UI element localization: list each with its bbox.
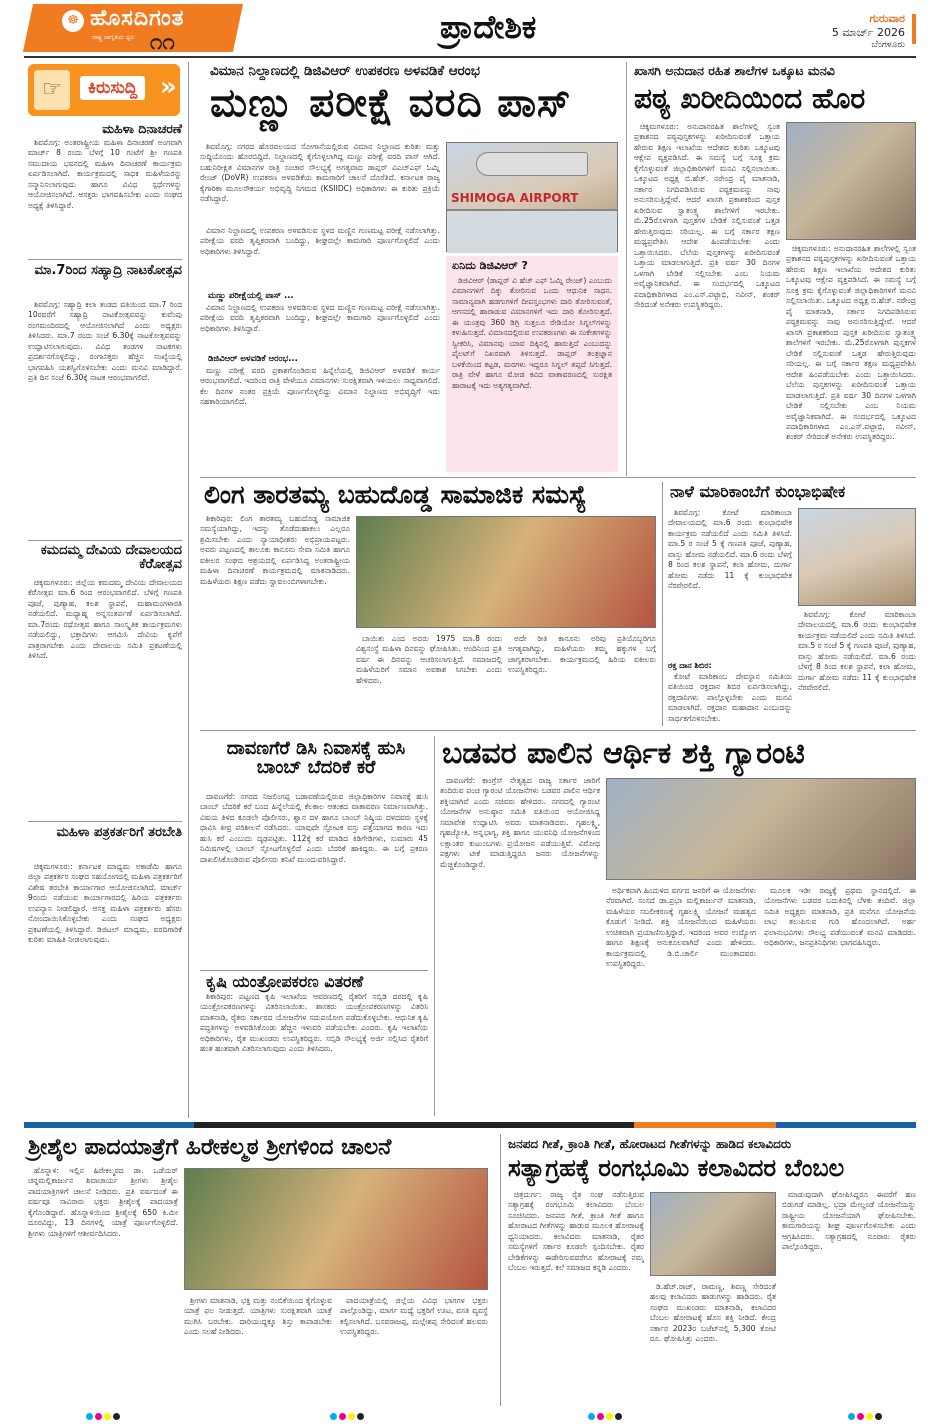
a7-para-3: ಮೂಲಕ ಇಡೀ ರಾಜ್ಯಕ್ಕೆ ಪ್ರಥಮ ಸ್ಥಾನದಲ್ಲಿದೆ. ಈ ಯೋಜನೆಗಳು ಬಡವರ ಬದುಕಿನಲ್ಲಿ ಬೆಳಕು ತಂದಿವೆ. ಜಿಲ್ಲಾ ಸಮಿತಿ ಅಧ್ಯಕ್ಷರು ಮಾತನಾಡಿ, ಪ್ರತಿ ಮನೆಗೂ ಯೋಜನೆಯ ಲಾಭ ತಲುಪಿಸುವ ಗುರಿ ಹೊಂದಲಾಗಿದೆ. ಅರ್ಹ ಫಲಾನುಭವಿಗಳು ಸೌಲಭ್ಯ ಪಡೆಯುವಂತೆ ಮನವಿ ಮಾಡಿದರು. ಅಧಿಕಾರಿಗಳು, ಜನಪ್ರತಿನಿಧಿಗಳು ಭಾಗವಹಿಸಿದ್ದರು. [764,886,916,948]
a5-headline: ದಾವಣಗೆರೆ ಡಿಸಿ ನಿವಾಸಕ್ಕೆ ಹುಸಿ ಬಾಂಬ್ ಬೆದರಿಕೆ ಕರೆ [226,738,406,778]
divider [28,259,182,260]
a4-text-2 [798,610,916,724]
a4-headline: ನಾಳೆ ಮಾರಿಕಾಂಬೆಗೆ ಕುಂಭಾಭಿಷೇಕ [670,482,846,501]
a6-headline: ಕೃಷಿ ಯಂತ್ರೋಪಕರಣ ವಿತರಣೆ [206,972,364,991]
box-para: ಡಿಜಿವಿಆರ್ (ಡಾಪ್ಲರ್ ವಿ ಹೆಚ್ ಎಫ್ ಓಮ್ನಿ ರೇಂಜ್) ಎಂಬುದು ವಿಮಾನಗಳಿಗೆ ದಿಕ್ಕು ತೋರಿಸುವ ಒಂದು ಆಧುನಿಕ ಸಾಧನ. ಸಾಮಾನ್ಯವಾಗಿ ಹಡಗುಗಳಿಗೆ ದೀಪಸ್ತಂಭಗಳು ದಾರಿ ತೋರಿಸುವಂತೆ, ಆಗಸದಲ್ಲಿ ಹಾರಾಡುವ ವಿಮಾನಗಳಿಗೆ ಇದು ದಾರಿ ತೋರಿಸುತ್ತದೆ. ಈ ಯಂತ್ರವು 360 ಡಿಗ್ರಿ ಸುತ್ತಲೂ ರೇಡಿಯೋ ಸಿಗ್ನಲ್‌ಗಳನ್ನು ಕಳುಹಿಸುತ್ತದೆ. ವಿಮಾನದಲ್ಲಿರುವ ಉಪಕರಣಗಳು ಈ ಸಂಕೇತಗಳನ್ನು ಸ್ವೀಕರಿಸಿ, ವಿಮಾನವು ಯಾವ ದಿಕ್ಕಿನಲ್ಲಿ ಹಾರುತ್ತಿದೆ ಎಂಬುದನ್ನು ಪೈಲಟ್‌ಗೆ ನಿಖರವಾಗಿ ತಿಳಿಸುತ್ತದೆ. ಡಾಪ್ಲರ್ ತಂತ್ರಜ್ಞಾನ ಬಳಕೆಯಿಂದ ಕಟ್ಟಡ, ಮರಗಳು ಇದ್ದರೂ ಸಿಗ್ನಲ್ ತಪ್ಪದೆ ಸಿಗುತ್ತದೆ. ರಾತ್ರಿ ವೇಳೆ ಹಾಗೂ ಮೋಡ ಕವಿದ ವಾತಾವರಣದಲ್ಲಿ ಸುರಕ್ಷಿತ ಹಾರಾಟಕ್ಕೆ ಇದು ಅತ್ಯಗತ್ಯವಾಗಿದೆ. [452,276,612,390]
a1-text-1b [200,226,440,292]
a4-para-1: ಶಿವಮೊಗ್ಗ: ಕೋಟೆ ಮಾರಿಕಾಂಬಾ ದೇವಾಲಯದಲ್ಲಿ ಮಾ.6 ರಂದು ಕುಂಭಾಭಿಷೇಕ ಕಾರ್ಯಕ್ರಮ ನಡೆಯಲಿದೆ ಎಂದು ಸಮಿತಿ ತಿಳಿಸಿದೆ. ಮಾ.5 ರ ಸಂಜೆ 5 ಕ್ಕೆ ಗಣಪತಿ ಪೂಜೆ, ಪುಣ್ಯಾಹ, ವಾಸ್ತು ಹೋಮ ನಡೆಯಲಿದೆ. ಮಾ.6 ರಂದು ಬೆಳಗ್ಗೆ 8 ರಿಂದ ಕಲಶ ಸ್ಥಾಪನೆ, ಕಲಾ ಹೋಮ, ದುರ್ಗಾ ಹೋಮ ನಡೆದು 11 ಕ್ಕೆ ಕುಂಭಾಭಿಷೇಕ ನೆರವೇರಲಿದೆ. [668,508,792,591]
a8-text-1 [28,1166,178,1406]
a2-text-2 [786,244,916,472]
a8-headline: ಶ್ರೀಶೈಲ ಪಾದಯಾತ್ರೆಗೆ ಹಿರೇಕಲ್ಮಠ ಶ್ರೀಗಳಿಂದ ಚಾಲನೆ [28,1135,392,1160]
a9-headline: ಸತ್ಯಾಗ್ರಹಕ್ಕೆ ರಂಗಭೂಮಿ ಕಲಾವಿದರ ಬೆಂಬಲ [508,1154,845,1182]
satyagraha-photo [650,1192,776,1276]
a1-headline: ಮಣ್ಣು ಪರೀಕ್ಷೆ ವರದಿ ಪಾಸ್ [210,81,572,126]
a9-text-3 [782,1190,916,1406]
womens-day-photo [356,516,656,628]
date-block [810,12,905,50]
brief-text-2 [28,300,182,538]
a4-text-3 [668,672,792,724]
a8-text-2 [184,1296,332,1406]
a9-kicker: ಜನಪದ ಗೀತೆ, ಕ್ರಾಂತಿ ಗೀತೆ, ಹೋರಾಟದ ಗೀತೆಗಳನ್ನು ಹಾಡಿದ ಕಲಾವಿದರು [508,1137,792,1151]
terminal-building [447,209,617,253]
a9-text-1 [508,1190,644,1406]
brief-para-4: ಚಿಕ್ಕಮಗಳೂರು: ಕರ್ನಾಟಕ ಮಾಧ್ಯಮ ಅಕಾಡೆಮಿ ಹಾಗೂ ಜಿಲ್ಲಾ ಪತ್ರಕರ್ತರ ಸಂಘದ ಸಹಯೋಗದಲ್ಲಿ ಮಹಿಳಾ ಪತ್ರಕರ್ತರಿಗೆ ವಿಶೇಷ ತರಬೇತಿ ಕಾರ್ಯಾಗಾರ ಆಯೋಜಿಸಲಾಗಿದೆ. ಮಾರ್ಚ್ 9ರಂದು ನಡೆಯುವ ಕಾರ್ಯಾಗಾರದಲ್ಲಿ ಹಿರಿಯ ಪತ್ರಕರ್ತರು ಉಪನ್ಯಾಸ ನೀಡಲಿದ್ದಾರೆ. ಆಸಕ್ತ ಮಹಿಳಾ ಪತ್ರಕರ್ತರು ಹೆಸರು ನೋಂದಾಯಿಸಿಕೊಳ್ಳಬೇಕು ಎಂದು ಸಂಘದ ಅಧ್ಯಕ್ಷರು ಪ್ರಕಟಣೆಯಲ್ಲಿ ತಿಳಿಸಿದ್ದಾರೆ. ಡಿಜಿಟಲ್ ಮಾಧ್ಯಮ, ವರದಿಗಾರಿಕೆ ಕುರಿತು ಮಾಹಿತಿ ನೀಡಲಾಗುವುದು. [28,862,182,945]
a8-para-1: ಹೊನ್ನಾಳಿ: ಇಲ್ಲಿನ ಹಿರೇಕಲ್ಮಠದ ಡಾ. ಒಡೆಯರ್ ಚನ್ನಮಲ್ಲಿಕಾರ್ಜುನ ಶಿವಾಚಾರ್ಯ ಶ್ರೀಗಳು ಶ್ರೀಶೈಲ ಪಾದಯಾತ್ರಿಗಳಿಗೆ ಚಾಲನೆ ನೀಡಿದರು. ಪ್ರತಿ ವರ್ಷದಂತೆ ಈ ವರ್ಷವೂ ಸಾವಿರಾರು ಭಕ್ತರು ಶ್ರೀಶೈಲಕ್ಕೆ ಪಾದಯಾತ್ರೆ ಕೈಗೊಂಡಿದ್ದಾರೆ. ಹೊನ್ನಾಳಿಯಿಂದ ಶ್ರೀಶೈಲಕ್ಕೆ 650 ಕಿ.ಮೀ ದೂರವಿದ್ದು, 13 ದಿನಗಳಲ್ಲಿ ಯಾತ್ರೆ ಪೂರ್ಣಗೊಳ್ಳಲಿದೆ. ಶ್ರೀಗಳು ಯಾತ್ರಿಗಳಿಗೆ ಆಶೀರ್ವದಿಸಿದರು. [28,1166,178,1238]
brand-tagline: ರಾಷ್ಟ್ರ ಜಾಗೃತಿಯ ಧ್ವನಿ [92,34,135,41]
a3-para-1: ಶಿಕಾರಿಪುರ: ಲಿಂಗ ತಾರತಮ್ಯ ಬಹುದೊಡ್ಡ ಸಾಮಾಜಿಕ ಸಮಸ್ಯೆಯಾಗಿದ್ದು, ಇದನ್ನು ತೊಡೆದುಹಾಕಲು ಎಲ್ಲರೂ ಶ್ರಮಿಸಬೇಕು ಎಂದು ನ್ಯಾಯಾಧೀಶರು ಅಭಿಪ್ರಾಯಪಟ್ಟರು. ಅವರು ಪಟ್ಟಣದಲ್ಲಿ ತಾಲೂಕು ಕಾನೂನು ಸೇವಾ ಸಮಿತಿ ಹಾಗೂ ವಕೀಲರ ಸಂಘದ ಆಶ್ರಯದಲ್ಲಿ ಏರ್ಪಡಿಸಿದ್ದ ಅಂತರಾಷ್ಟ್ರೀಯ ಮಹಿಳಾ ದಿನಾಚರಣೆ ಕಾರ್ಯಕ್ರಮದಲ್ಲಿ ಮಾತನಾಡಿದರು. ಮಹಿಳೆಯರು ಶಿಕ್ಷಣ ಪಡೆದು ಸ್ವಾವಲಂಬಿಗಳಾಗಬೇಕು. [200,514,350,586]
column-rule [434,736,435,1116]
registration-dots-3 [588,1413,622,1420]
brief-text-4 [28,862,182,1114]
page-number: ೧೧ [150,30,175,55]
divider [200,970,428,971]
textbook-meeting-photo [786,122,916,240]
brief-text-1 [28,138,182,256]
city: ಬೆಂಗಳೂರು [871,40,905,50]
a5-para: ದಾವಣಗೆರೆ: ನಗರದ ನಿಜಲಿಂಗಪ್ಪ ಬಡಾವಣೆಯಲ್ಲಿರುವ ಜಿಲ್ಲಾಧಿಕಾರಿಗಳ ನಿವಾಸಕ್ಕೆ ಹುಸಿ ಬಾಂಬ್ ಬೆದರಿಕೆ ಕರೆ ಬಂದ ಹಿನ್ನೆಲೆಯಲ್ಲಿ ಕೆಲಕಾಲ ಆತಂಕದ ವಾತಾವರಣ ನಿರ್ಮಾಣವಾಗಿತ್ತು. ವಿಷಯ ತಿಳಿದ ಕೂಡಲೇ ಪೊಲೀಸರು, ಶ್ವಾನ ದಳ ಹಾಗೂ ಬಾಂಬ್ ನಿಷ್ಕ್ರಿಯ ದಳದವರು ಸ್ಥಳಕ್ಕೆ ಧಾವಿಸಿ ತೀವ್ರ ಪರಿಶೀಲನೆ ನಡೆಸಿದರು. ಯಾವುದೇ ಸ್ಫೋಟಕ ವಸ್ತು ಪತ್ತೆಯಾಗದ ಕಾರಣ ಇದು ಹುಸಿ ಕರೆ ಎಂಬುದು ದೃಢಪಟ್ಟಿತು. 112ಕ್ಕೆ ಕರೆ ಮಾಡಿದ ಕಿಡಿಗೇಡಿಗಳು, ಸುಮಾರು 45 ನಿಮಿಷಗಳಲ್ಲಿ ಬಾಂಬ್ ಸ್ಫೋಟಗೊಳ್ಳಲಿದೆ ಎಂದು ಬೆದರಿಕೆ ಹಾಕಿದ್ದರು. ಈ ಬಗ್ಗೆ ಪ್ರಕರಣ ದಾಖಲಿಸಿಕೊಂಡಿರುವ ಪೊಲೀಸರು ತನಿಖೆ ಮುಂದುವರಿಸಿದ್ದಾರೆ. [200,792,428,864]
section-rule [200,730,916,731]
a7-para-1: ದಾವಣಗೆರೆ: ಕಾಂಗ್ರೆಸ್ ನೇತೃತ್ವದ ರಾಜ್ಯ ಸರ್ಕಾರ ಜಾರಿಗೆ ತಂದಿರುವ ಪಂಚ ಗ್ಯಾರಂಟಿ ಯೋಜನೆಗಳು ಬಡವರ ಪಾಲಿನ ಆರ್ಥಿಕ ಶಕ್ತಿಯಾಗಿವೆ ಎಂದು ಸಚಿವರು ಹೇಳಿದರು. ನಗರದಲ್ಲಿ ಗ್ಯಾರಂಟಿ ಯೋಜನೆಗಳ ಅನುಷ್ಠಾನ ಸಮಿತಿ ವತಿಯಿಂದ ಆಯೋಜಿಸಿದ್ದ ಸಮಾವೇಶ ಉದ್ಘಾಟಿಸಿ ಅವರು ಮಾತನಾಡಿದರು. ಗೃಹಲಕ್ಷ್ಮಿ, ಗೃಹಜ್ಯೋತಿ, ಅನ್ನಭಾಗ್ಯ, ಶಕ್ತಿ ಹಾಗೂ ಯುವನಿಧಿ ಯೋಜನೆಗಳಿಂದ ಲಕ್ಷಾಂತರ ಕುಟುಂಬಗಳು ಪ್ರಯೋಜನ ಪಡೆಯುತ್ತಿವೆ. ವಿರೋಧ ಪಕ್ಷಗಳು ಟೀಕೆ ಮಾಡುತ್ತಿದ್ದರೂ ಜನರು ಯೋಜನೆಗಳನ್ನು ಮೆಚ್ಚಿಕೊಂಡಿದ್ದಾರೆ. [440,776,600,869]
registration-dots-4 [848,1413,882,1420]
box-text [452,276,612,468]
a5-text [200,792,428,968]
a2-kicker: ಖಾಸಗಿ ಅನುದಾನ ರಹಿತ ಶಾಲೆಗಳ ಒಕ್ಕೂಟ ಮನವಿ [634,63,835,78]
airport-sign: SHIMOGA AIRPORT [451,191,579,205]
a4-para-3: ಕೋಟೆ ಮಾರಿಕಾಂಬ ದೇವಸ್ಥಾನ ಸಮಿತಿಯ ವತಿಯಿಂದ ರಕ್ತದಾನ ಶಿಬಿರ ಏರ್ಪಡಿಸಲಾಗಿದ್ದು, ರಕ್ತದಾನಿಗಳು ಪಾಲ್ಗೊಳ್ಳಬೇಕು ಎಂದು ಮನವಿ ಮಾಡಲಾಗಿದೆ. ರಕ್ತದಾನ ಮಹಾದಾನ ಎಂಬುದನ್ನು ಸಾರ್ಥಕಗೊಳಿಸಬೇಕು. [668,672,792,723]
section-title: ಪ್ರಾದೇಶಿಕ [440,8,537,46]
a4-para-2: ಶಿವಮೊಗ್ಗ: ಕೋಟೆ ಮಾರಿಕಾಂಬಾ ದೇವಾಲಯದಲ್ಲಿ ಮಾ.6 ರಂದು ಕುಂಭಾಭಿಷೇಕ ಕಾರ್ಯಕ್ರಮ ನಡೆಯಲಿದೆ ಎಂದು ಸಮಿತಿ ತಿಳಿಸಿದೆ. ಮಾ.5 ರ ಸಂಜೆ 5 ಕ್ಕೆ ಗಣಪತಿ ಪೂಜೆ, ಪುಣ್ಯಾಹ, ವಾಸ್ತು ಹೋಮ ನಡೆಯಲಿದೆ. ಮಾ.6 ರಂದು ಬೆಳಗ್ಗೆ 8 ರಿಂದ ಕಲಶ ಸ್ಥಾಪನೆ, ಕಲಾ ಹೋಮ, ದುರ್ಗಾ ಹೋಮ ನಡೆದು 11 ಕ್ಕೆ ಕುಂಭಾಭಿಷೇಕ ನೆರವೇರಲಿದೆ. [798,610,916,693]
column-rule [662,482,663,726]
section-rule [200,477,916,478]
a6-para: ಶಿಕಾರಿಪುರ: ಪಟ್ಟಣದ ಕೃಷಿ ಇಲಾಖೆಯ ಆವರಣದಲ್ಲಿ ರೈತರಿಗೆ ಸಬ್ಸಿಡಿ ದರದಲ್ಲಿ ಕೃಷಿ ಯಂತ್ರೋಪಕರಣಗಳನ್ನು ವಿತರಿಸಲಾಯಿತು. ಶಾಸಕರು ಯಂತ್ರೋಪಕರಣಗಳನ್ನು ವಿತರಿಸಿ ಮಾತನಾಡಿ, ರೈತರು ಸರ್ಕಾರದ ಯೋಜನೆಗಳ ಸದುಪಯೋಗ ಪಡೆದುಕೊಳ್ಳಬೇಕು. ಆಧುನಿಕ ಕೃಷಿ ಪದ್ಧತಿಗಳನ್ನು ಅಳವಡಿಸಿಕೊಂಡು ಹೆಚ್ಚಿನ ಇಳುವರಿ ಪಡೆಯಬೇಕು ಎಂದರು. ಕೃಷಿ ಇಲಾಖೆಯ ಅಧಿಕಾರಿಗಳು, ರೈತ ಮುಖಂಡರು ಉಪಸ್ಥಿತರಿದ್ದರು. ಸಬ್ಸಿಡಿ ಸೌಲಭ್ಯಕ್ಕೆ ಅರ್ಜಿ ಸಲ್ಲಿಸಿದ ರೈತರಿಗೆ ಹಂತ ಹಂತವಾಗಿ ವಿತರಿಸಲಾಗುವುದು ಎಂದು ತಿಳಿಸಿದರು. [200,992,428,1054]
brief-headline-3: ಕಮದಮ್ಮ ದೇವಿಯ ದೇವಾಲಯದ ಕೆರೆೋತ್ಸವ [40,543,182,572]
a9-para-3: ಮಾಡುವುದಾಗಿ ಘೋಷಿಸಿದ್ದರೂ ಈವರೆಗೆ ಹಣ ಬಿಡುಗಡೆ ಮಾಡಿಲ್ಲ. ಭದ್ರಾ ಮೇಲ್ದಂಡೆ ಯೋಜನೆಯನ್ನು ರಾಷ್ಟ್ರೀಯ ಯೋಜನೆಯಾಗಿ ಘೋಷಿಸಬೇಕು. ಕಾಮಗಾರಿಯನ್ನು ಶೀಘ್ರ ಪೂರ್ಣಗೊಳಿಸಬೇಕು ಎಂದು ಆಗ್ರಹಿಸಿದರು. ಸತ್ಯಾಗ್ರಹದಲ್ಲಿ ನೂರಾರು ರೈತರು ಪಾಲ್ಗೊಂಡಿದ್ದರು. [782,1190,916,1252]
a1-sub-1: ಮಣ್ಣು ಪರೀಕ್ಷೆಯಲ್ಲಿ ಪಾಸ್ ... [208,291,294,301]
brief-para-1: ಶಿವಮೊಗ್ಗ: ಅಂತರಾಷ್ಟ್ರೀಯ ಮಹಿಳಾ ದಿನಾಚರಣೆ ಅಂಗವಾಗಿ ಮಾರ್ಚ್ 8 ರಂದು ಬೆಳಗ್ಗೆ 10 ಗಂಟೆಗೆ ಶ್ರೀ ಗಣಪತಿ ಸಮುದಾಯ ಭವನದಲ್ಲಿ ಮಹಿಳಾ ದಿನಾಚರಣೆ ಕಾರ್ಯಕ್ರಮ ಏರ್ಪಡಿಸಲಾಗಿದೆ. ಕಾರ್ಯಕ್ರಮದಲ್ಲಿ ಸಾಧಕ ಮಹಿಳೆಯರನ್ನು ಸನ್ಮಾನಿಸಲಾಗುವುದು ಹಾಗೂ ವಿವಿಧ ಸ್ಪರ್ಧೆಗಳನ್ನು ಆಯೋಜಿಸಲಾಗಿದೆ. ಆಸಕ್ತರು ಭಾಗವಹಿಸಬೇಕು ಎಂದು ಸಂಘದ ಅಧ್ಯಕ್ಷೆ ತಿಳಿಸಿದ್ದಾರೆ. [28,138,182,210]
a1-sub-2: ಡಿಜಿವಿಆರ್ ಅಳವಡಿಕೆ ಆರಂಭ... [208,354,298,364]
a3-text-3 [508,634,656,724]
a3-para-2: ಬಾಯಿತು ಎಂದ ಅವರು 1975 ಮಾ.8 ರಂದು ವಿಶ್ವಸಂಸ್ಥೆ ಮಹಿಳಾ ದಿನವನ್ನು ಘೋಷಿಸಿತು. ಅಂದಿನಿಂದ ಪ್ರತಿ ವರ್ಷ ಈ ದಿನವನ್ನು ಆಚರಿಸಲಾಗುತ್ತಿದೆ. ಸಮಾಜದಲ್ಲಿ ಮಹಿಳೆಯರಿಗೆ ಸಮಾನ ಅವಕಾಶ ಸಿಗಬೇಕು ಎಂದು ಹೇಳಿದರು. [356,634,502,685]
a4-text-1 [668,508,792,658]
brief-headline-2: ಮಾ.7ರಿಂದ ಸಹ್ಯಾದ್ರಿ ನಾಟಕೋತ್ಸವ [34,263,182,278]
kiru-label-a: ಕಿರು [88,78,111,98]
a9-text-2 [650,1282,776,1406]
divider [28,540,182,541]
a3-headline: ಲಿಂಗ ತಾರತಮ್ಯ ಬಹುದೊಡ್ಡ ಸಾಮಾಜಿಕ ಸಮಸ್ಯೆ [204,480,587,509]
a1-kicker: ವಿಮಾನ ನಿಲ್ದಾಣದಲ್ಲಿ ಡಿಜಿವಿಆರ್ ಉಪಕರಣ ಅಳವಡಿಕೆ ಆರಂಭ [210,63,480,79]
a2-para-1: ಚಿಕ್ಕಮಗಳೂರು: ಅನುದಾನರಹಿತ ಶಾಲೆಗಳಲ್ಲಿ ಸ್ವಂತ ಪ್ರಕಾಶನದ ಪಠ್ಯಪುಸ್ತಕಗಳನ್ನು ಖರೀದಿಸುವಂತೆ ಒತ್ತಾಯ ಹೇರುವ ಶಿಕ್ಷಣ ಇಲಾಖೆಯ ಆದೇಶದ ಕುರಿತು ಒಕ್ಕೂಟವು ಆಕ್ಷೇಪ ವ್ಯಕ್ತಪಡಿಸಿದೆ. ಈ ಸಮಸ್ಯೆ ಬಗ್ಗೆ ಸೂಕ್ತ ಕ್ರಮ ಕೈಗೊಳ್ಳುವಂತೆ ಜಿಲ್ಲಾಧಿಕಾರಿಗಳಿಗೆ ಮನವಿ ಸಲ್ಲಿಸಲಾಯಿತು. ಒಕ್ಕೂಟದ ಅಧ್ಯಕ್ಷ ಬಿ.ಹೆಚ್. ನರೇಂದ್ರ ಪೈ ಮಾತನಾಡಿ, ಸರ್ಕಾರ ನಿಗದಿಪಡಿಸಿರುವ ಪಠ್ಯಕ್ರಮವನ್ನು ನಾವು ಅನುಸರಿಸುತ್ತಿದ್ದೇವೆ. ಆದರೆ ಖಾಸಗಿ ಪ್ರಕಾಶಕರಿಂದ ಪುಸ್ತಕ ಖರೀದಿಸುವ ಸ್ವಾತಂತ್ರ್ಯ ಶಾಲೆಗಳಿಗೆ ಇರಬೇಕು. ಮೆ.25ರೊಳಗಾಗಿ ಪುಸ್ತಕಗಳ ಬೇಡಿಕೆ ಸಲ್ಲಿಸುವಂತೆ ಒತ್ತಡ ಹೇರುತ್ತಿರುವುದು ಸರಿಯಲ್ಲ. ಈ ಬಗ್ಗೆ ಸರ್ಕಾರ ತಕ್ಷಣ ಮಧ್ಯಪ್ರವೇಶಿಸಿ ಆದೇಶ ಹಿಂಪಡೆಯಬೇಕು ಎಂದು ಒತ್ತಾಯಿಸಿದರು. ಬೆಲೆಯ ಪುಸ್ತಕಗಳನ್ನು ಖರೀದಿಸುವಂತೆ ಒತ್ತಾಯ ಮಾಡಲಾಗುತ್ತಿದೆ. ಪ್ರತಿ ವರ್ಷ 30 ದಿನಗಳ ಒಳಗಾಗಿ ಬೇಡಿಕೆ ಸಲ್ಲಿಸಬೇಕು ಎಂಬ ನಿಯಮ ಅವೈಜ್ಞಾನಿಕವಾಗಿದೆ. ಈ ಸಂದರ್ಭದಲ್ಲಿ ಒಕ್ಕೂಟದ ಪದಾಧಿಕಾರಿಗಳಾದ ಎಂ.ಎಸ್.ಪಟ್ಟಾಭಿ, ನವೀನ್, ಶಂಕರ್ ಸೇರಿದಂತೆ ಅನೇಕರು ಉಪಸ್ಥಿತರಿದ್ದರು. [634,122,780,309]
header-rule [24,56,916,58]
a2-headline: ಪಠ್ಯ ಖರೀದಿಯಿಂದ ಹೊರ [634,82,866,115]
a8-text-3 [340,1296,488,1406]
kiru-label [80,76,145,100]
column-rule [500,1134,501,1406]
a7-text-3 [764,886,916,1116]
a8-para-2: ಶ್ರೀಗಳು ಮಾತನಾಡಿ, ಭಕ್ತಿ ಮತ್ತು ನಂಬಿಕೆಯಿಂದ ಕೈಗೊಳ್ಳುವ ಯಾತ್ರೆ ಫಲ ನೀಡುತ್ತದೆ. ಯಾತ್ರಿಗಳು ಸುರಕ್ಷಿತವಾಗಿ ಯಾತ್ರೆ ಮುಗಿಸಿ ಬರಬೇಕು. ದಾರಿಯುದ್ದಕ್ಕೂ ಶಿಸ್ತು ಕಾಪಾಡಬೇಕು ಎಂದು ಸಲಹೆ ನೀಡಿದರು. [184,1296,332,1337]
brand-title: ಹೊಸದಿಗಂತ [90,6,185,31]
padayatra-photo [184,1168,488,1290]
registration-dots-1 [86,1413,120,1420]
a1-para-4: ಮಣ್ಣು ಪರೀಕ್ಷೆ ವರದಿ ಪ್ರಕಾಶಗೊಂಡಿರುವ ಹಿನ್ನೆಲೆಯಲ್ಲಿ ಡಿಜಿವಿಆರ್ ಅಳವಡಿಕೆ ಕಾರ್ಯ ಆರಂಭವಾಗಲಿದೆ. ಇದರಿಂದ ರಾತ್ರಿ ವೇಳೆಯೂ ವಿಮಾನಗಳು ಸುರಕ್ಷಿತವಾಗಿ ಇಳಿಯಲು ಸಾಧ್ಯವಾಗಲಿದೆ. ಕೆಲ ದಿನಗಳ ನಂತರ ಪ್ರಕ್ರಿಯೆ ಪೂರ್ಣಗೊಳ್ಳಲಿದ್ದು ವಿಮಾನ ನಿಲ್ದಾಣದ ಅಭಿವೃದ್ಧಿಗೆ ಇದು ಸಹಕಾರಿಯಾಗಲಿದೆ. [200,366,440,407]
divider [28,821,182,822]
airport-photo [446,142,618,252]
brief-headline-4: ಮಹಿಳಾ ಪತ್ರಕರ್ತರಿಗೆ ತರಬೇತಿ [56,825,182,840]
a9-para-2: ಡಿ.ಹೆಚ್.ರಾಜ್, ರಾಮಣ್ಣ, ಶಿವಣ್ಣ ಸೇರಿದಂತೆ ಹಲವು ಕಲಾವಿದರು ಹಾಡುಗಳನ್ನು ಹಾಡಿದರು. ರೈತ ಸಂಘದ ಮುಖಂಡರು ಮಾತನಾಡಿ, ಕಲಾವಿದರ ಬೆಂಬಲ ಹೋರಾಟಕ್ಕೆ ಹೊಸ ಶಕ್ತಿ ನೀಡಿದೆ. ಕೇಂದ್ರ ಸರ್ಕಾರ 2023ರ ಬಜೆಟ್‌ನಲ್ಲಿ 5,300 ಕೋಟಿ ರೂ. ಘೋಷಿಸಿತ್ತು ಎಂದರು. [650,1282,776,1344]
airplane-icon [477,153,587,175]
a6-text [200,992,428,1116]
a2-para-2: ಚಿಕ್ಕಮಗಳೂರು: ಅನುದಾನರಹಿತ ಶಾಲೆಗಳಲ್ಲಿ ಸ್ವಂತ ಪ್ರಕಾಶನದ ಪಠ್ಯಪುಸ್ತಕಗಳನ್ನು ಖರೀದಿಸುವಂತೆ ಒತ್ತಾಯ ಹೇರುವ ಶಿಕ್ಷಣ ಇಲಾಖೆಯ ಆದೇಶದ ಕುರಿತು ಒಕ್ಕೂಟವು ಆಕ್ಷೇಪ ವ್ಯಕ್ತಪಡಿಸಿದೆ. ಈ ಸಮಸ್ಯೆ ಬಗ್ಗೆ ಸೂಕ್ತ ಕ್ರಮ ಕೈಗೊಳ್ಳುವಂತೆ ಜಿಲ್ಲಾಧಿಕಾರಿಗಳಿಗೆ ಮನವಿ ಸಲ್ಲಿಸಲಾಯಿತು. ಒಕ್ಕೂಟದ ಅಧ್ಯಕ್ಷ ಬಿ.ಹೆಚ್. ನರೇಂದ್ರ ಪೈ ಮಾತನಾಡಿ, ಸರ್ಕಾರ ನಿಗದಿಪಡಿಸಿರುವ ಪಠ್ಯಕ್ರಮವನ್ನು ನಾವು ಅನುಸರಿಸುತ್ತಿದ್ದೇವೆ. ಆದರೆ ಖಾಸಗಿ ಪ್ರಕಾಶಕರಿಂದ ಪುಸ್ತಕ ಖರೀದಿಸುವ ಸ್ವಾತಂತ್ರ್ಯ ಶಾಲೆಗಳಿಗೆ ಇರಬೇಕು. ಮೆ.25ರೊಳಗಾಗಿ ಪುಸ್ತಕಗಳ ಬೇಡಿಕೆ ಸಲ್ಲಿಸುವಂತೆ ಒತ್ತಡ ಹೇರುತ್ತಿರುವುದು ಸರಿಯಲ್ಲ. ಈ ಬಗ್ಗೆ ಸರ್ಕಾರ ತಕ್ಷಣ ಮಧ್ಯಪ್ರವೇಶಿಸಿ ಆದೇಶ ಹಿಂಪಡೆಯಬೇಕು ಎಂದು ಒತ್ತಾಯಿಸಿದರು. ಬೆಲೆಯ ಪುಸ್ತಕಗಳನ್ನು ಖರೀದಿಸುವಂತೆ ಒತ್ತಾಯ ಮಾಡಲಾಗುತ್ತಿದೆ. ಪ್ರತಿ ವರ್ಷ 30 ದಿನಗಳ ಒಳಗಾಗಿ ಬೇಡಿಕೆ ಸಲ್ಲಿಸಬೇಕು ಎಂಬ ನಿಯಮ ಅವೈಜ್ಞಾನಿಕವಾಗಿದೆ. ಈ ಸಂದರ್ಭದಲ್ಲಿ ಒಕ್ಕೂಟದ ಪದಾಧಿಕಾರಿಗಳಾದ ಎಂ.ಎಸ್.ಪಟ್ಟಾಭಿ, ನವೀನ್, ಶಂಕರ್ ಸೇರಿದಂತೆ ಅನೇಕರು ಉಪಸ್ಥಿತರಿದ್ದರು. [786,244,916,442]
brief-text-3 [28,578,182,818]
a3-text-1 [200,514,350,724]
a1-text-2 [200,303,440,351]
brief-para-3: ಚಿಕ್ಕಮಗಳೂರು: ಜಿಲ್ಲೆಯ ಕಮದಮ್ಮ ದೇವಿಯ ದೇವಾಲಯದ ಕೆರೆೋತ್ಸವ ಮಾ.6 ರಿಂದ ಆರಂಭವಾಗಲಿದೆ. ಬೆಳಿಗ್ಗೆ ಗಣಪತಿ ಪೂಜೆ, ಪುಣ್ಯಾಹ, ಕಲಶ ಸ್ಥಾಪನೆ, ಮಹಾಮಂಗಳಾರತಿ ನಡೆಯಲಿದೆ. ಮಧ್ಯಾಹ್ನ ಅನ್ನಸಂತರ್ಪಣೆ ಏರ್ಪಡಿಸಲಾಗಿದೆ. ಮಾ.7ರಂದು ರಥೋತ್ಸವ ಹಾಗೂ ಸಾಂಸ್ಕೃತಿಕ ಕಾರ್ಯಕ್ರಮಗಳು ನಡೆಯಲಿದ್ದು, ಭಕ್ತಾದಿಗಳು ಆಗಮಿಸಿ ದೇವಿಯ ಕೃಪೆಗೆ ಪಾತ್ರರಾಗಬೇಕು ಎಂದು ದೇವಾಲಯ ಸಮಿತಿ ಪ್ರಕಟಣೆಯಲ್ಲಿ ತಿಳಿಸಿದೆ. [28,578,182,661]
a8-para-3: ಪಾದಯಾತ್ರೆಯಲ್ಲಿ ಜಿಲ್ಲೆಯ ವಿವಿಧ ಭಾಗಗಳ ಭಕ್ತರು ಪಾಲ್ಗೊಂಡಿದ್ದು, ಮಾರ್ಗ ಮಧ್ಯೆ ಭಕ್ತರಿಗೆ ಊಟ, ವಸತಿ ವ್ಯವಸ್ಥೆ ಕಲ್ಪಿಸಲಾಗಿದೆ. ಬಸವರಾಜಪ್ಪ, ಮಲ್ಲೇಶಪ್ಪ ಸೇರಿದಂತೆ ಹಲವರು ಉಪಸ್ಥಿತರಿದ್ದರು. [340,1296,488,1337]
a1-text-1 [200,142,440,224]
color-band-black [194,1122,634,1128]
guarantee-event-photo [606,778,916,880]
a3-para-3: ಅದೇ ರೀತಿ ಕಾನೂನು ಅರಿವು ಪ್ರತಿಯೊಬ್ಬರಿಗೂ ಅಗತ್ಯವಾಗಿದ್ದು, ಮಹಿಳೆಯರು ತಮ್ಮ ಹಕ್ಕುಗಳ ಬಗ್ಗೆ ಜಾಗೃತರಾಗಬೇಕು. ಕಾರ್ಯಕ್ರಮದಲ್ಲಿ ಹಿರಿಯ ವಕೀಲರು ಉಪಸ್ಥಿತರಿದ್ದರು. [508,634,656,675]
a7-para-2: ಅರ್ಥಿಕವಾಗಿ ಹಿಂದುಳಿದ ವರ್ಗದ ಜನರಿಗೆ ಈ ಯೋಜನೆಗಳು ನೆರವಾಗಿವೆ. ಸಂಸದೆ ಡಾ.ಪ್ರಭಾ ಮಲ್ಲಿಕಾರ್ಜುನ್ ಮಾತನಾಡಿ, ಮಹಿಳೆಯರ ಸಬಲೀಕರಣಕ್ಕೆ ಗೃಹಲಕ್ಷ್ಮಿ ಯೋಜನೆ ಮಹತ್ವದ ಕೊಡುಗೆ ನೀಡಿದೆ. ಶಕ್ತಿ ಯೋಜನೆಯಿಂದ ಮಹಿಳೆಯರು ಉಚಿತವಾಗಿ ಪ್ರಯಾಣಿಸುತ್ತಿದ್ದಾರೆ. ಇದರಿಂದ ಅವರ ಉದ್ಯೋಗ ಹಾಗೂ ಶಿಕ್ಷಣಕ್ಕೆ ಅನುಕೂಲವಾಗಿದೆ ಎಂದು ಹೇಳಿದರು. ಕಾರ್ಯಕ್ರಮದಲ್ಲಿ ಡಿ.ಬಿ.ಚಾರ್ಲಿ ಮುಂತಾದವರು ಉಪಸ್ಥಿತರಿದ್ದರು. [606,886,756,969]
a1-para-2: ವಿಮಾನ ನಿಲ್ದಾಣದಲ್ಲಿ ಉಪಕರಣ ಅಳವಡಿಸುವ ಸ್ಥಳದ ಮಣ್ಣಿನ ಗುಣಮಟ್ಟ ಪರೀಕ್ಷೆ ನಡೆಸಲಾಗಿತ್ತು. ಪರೀಕ್ಷೆಯ ವರದಿ ತೃಪ್ತಿಕರವಾಗಿ ಬಂದಿದ್ದು, ಶೀಘ್ರದಲ್ಲೇ ಕಾಮಗಾರಿ ಪೂರ್ಣಗೊಳ್ಳಲಿದೆ ಎಂದು ಅಧಿಕಾರಿಗಳು ತಿಳಿಸಿದ್ದಾರೆ. [200,226,440,256]
brief-para-2: ಶಿವಮೊಗ್ಗ: ಸಹ್ಯಾದ್ರಿ ಕಲಾ ತಂಡದ ವತಿಯಿಂದ ಮಾ.7 ರಿಂದ 10ರವರೆಗೆ ಸಹ್ಯಾದ್ರಿ ನಾಟಕೋತ್ಸವವನ್ನು ಕುವೆಂಪು ರಂಗಮಂದಿರದಲ್ಲಿ ಆಯೋಜಿಸಲಾಗಿದೆ ಎಂದು ಅಧ್ಯಕ್ಷರು ತಿಳಿಸಿದರು. ಮಾ.7 ರಂದು ಸಂಜೆ 6.30ಕ್ಕೆ ನಾಟಕೋತ್ಸವವನ್ನು ಉದ್ಘಾಟಿಸಲಾಗುವುದು. ವಿವಿಧ ತಂಡಗಳ ನಾಟಕಗಳು ಪ್ರದರ್ಶನಗೊಳ್ಳಲಿದ್ದು, ರಂಗಾಸಕ್ತರು ಹೆಚ್ಚಿನ ಸಂಖ್ಯೆಯಲ್ಲಿ ಭಾಗವಹಿಸಿ ಯಶಸ್ವಿಗೊಳಿಸಬೇಕು ಎಂದು ಮನವಿ ಮಾಡಿದ್ದಾರೆ. ಪ್ರತಿ ದಿನ ಸಂಜೆ 6.30ಕ್ಕೆ ನಾಟಕ ಆರಂಭವಾಗಲಿದೆ. [28,300,182,383]
a7-headline: ಬಡವರ ಪಾಲಿನ ಆರ್ಥಿಕ ಶಕ್ತಿ ಗ್ಯಾರಂಟಿ [442,736,805,771]
box-title: ಏನಿದು ಡಿಜಿವಿಆರ್ ? [452,259,528,272]
dgvr-info-box [446,256,618,472]
a1-text-3 [200,366,440,472]
a1-para-3: ವಿಮಾನ ನಿಲ್ದಾಣದಲ್ಲಿ ಉಪಕರಣ ಅಳವಡಿಸುವ ಸ್ಥಳದ ಮಣ್ಣಿನ ಗುಣಮಟ್ಟ ಪರೀಕ್ಷೆ ನಡೆಸಲಾಗಿತ್ತು. ಪರೀಕ್ಷೆಯ ವರದಿ ತೃಪ್ತಿಕರವಾಗಿ ಬಂದಿದ್ದು, ಶೀಘ್ರದಲ್ಲೇ ಕಾಮಗಾರಿ ಪೂರ್ಣಗೊಳ್ಳಲಿದೆ ಎಂದು ಅಧಿಕಾರಿಗಳು ತಿಳಿಸಿದ್ದಾರೆ. [200,303,440,333]
column-rule [188,62,189,1118]
color-band-orange [634,1122,776,1128]
a3-text-2 [356,634,502,724]
accent-bar [912,14,916,44]
a9-para-1: ಚಿತ್ರದುರ್ಗ: ರಾಜ್ಯ ರೈತ ಸಂಘ ನಡೆಸುತ್ತಿರುವ ಸತ್ಯಾಗ್ರಹಕ್ಕೆ ರಂಗಭೂಮಿ ಕಲಾವಿದರು ಬೆಂಬಲ ಸೂಚಿಸಿದರು. ಜನಪದ ಗೀತೆ, ಕ್ರಾಂತಿ ಗೀತೆ ಹಾಗೂ ಹೋರಾಟದ ಗೀತೆಗಳನ್ನು ಹಾಡುವ ಮೂಲಕ ಹೋರಾಟಕ್ಕೆ ಧ್ವನಿಯಾದರು. ಕಲಾವಿದರು ಮಾತನಾಡಿ, ರೈತರ ಸಮಸ್ಯೆಗಳಿಗೆ ಸರ್ಕಾರ ಕೂಡಲೇ ಸ್ಪಂದಿಸಬೇಕು. ರೈತರ ಬೇಡಿಕೆಗಳನ್ನು ಈಡೇರಿಸುವವರೆಗೂ ಹೋರಾಟಕ್ಕೆ ನಮ್ಮ ಬೆಂಬಲ ಇರುತ್ತದೆ. ಕಲೆ ಸಮಾಜದ ಕನ್ನಡಿ ಎಂದರು. [508,1190,644,1273]
registration-dots-2 [330,1413,364,1420]
a7-text-1 [440,776,600,1116]
a1-para-1: ಶಿವಮೊಗ್ಗ: ನಗರದ ಹೊರವಲಯದ ಸೋಗಾನೆಯಲ್ಲಿರುವ ವಿಮಾನ ನಿಲ್ದಾಣದ ಕುರಿತು ಮತ್ತು ಸುದ್ದಿಯೊಂದು ಹೊರಬಿದ್ದಿದೆ. ನಿಲ್ದಾಣದಲ್ಲಿ ಕೈಗೊಳ್ಳಲಾಗಿದ್ದ ಮಣ್ಣು ಪರೀಕ್ಷೆ ವರದಿ ಪಾಸ್ ಆಗಿದೆ. ಬಹುನಿರೀಕ್ಷಿತ ವಿಮಾನಗಳ ರಾತ್ರಿ ಸಂಚಾರ ಸೌಲಭ್ಯಕ್ಕೆ ಅಗತ್ಯವಾದ ಡಾಪ್ಲರ್ ವಿಎಚ್ಎಫ್ ಓಮ್ನಿ ರೇಂಜ್ (DoVR) ಉಪಕರಣ ಅಳವಡಿಕೆಯ ಕಾಮಗಾರಿಗೆ ಚಾಲನೆ ದೊರೆತಿದೆ. ಕರ್ನಾಟಕ ರಾಜ್ಯ ಕೈಗಾರಿಕಾ ಮೂಲಸೌಕರ್ಯ ಅಭಿವೃದ್ಧಿ ನಿಗಮದ (KSIIDC) ಅಧಿಕಾರಿಗಳು ಈ ಕುರಿತು ಪ್ರಕ್ರಿಯೆ ನಡೆಸಿದ್ದಾರೆ. [200,142,440,204]
kiru-label-b: ಸುದ್ದಿ [110,78,138,98]
date: 5 ಮಾರ್ಚ್ 2026 [831,26,905,39]
a2-text-1 [634,122,780,472]
logo-icon: ☸ [62,10,84,32]
temple-photo [798,508,916,606]
hand-pointing-icon: ☞ [34,70,70,110]
a4-sub: ರಕ್ತ ದಾನ ಶಿಬಿರ: [668,661,712,670]
color-band-blue [24,1122,194,1128]
chevron-right-icon: » [160,72,177,102]
column-rule [626,62,627,476]
brief-headline-1: ಮಹಿಳಾ ದಿನಾಚರಣೆ [102,121,182,136]
color-band-blue-2 [776,1122,916,1128]
a7-text-2 [606,886,756,1116]
day: ಗುರುವಾರ [869,12,905,25]
